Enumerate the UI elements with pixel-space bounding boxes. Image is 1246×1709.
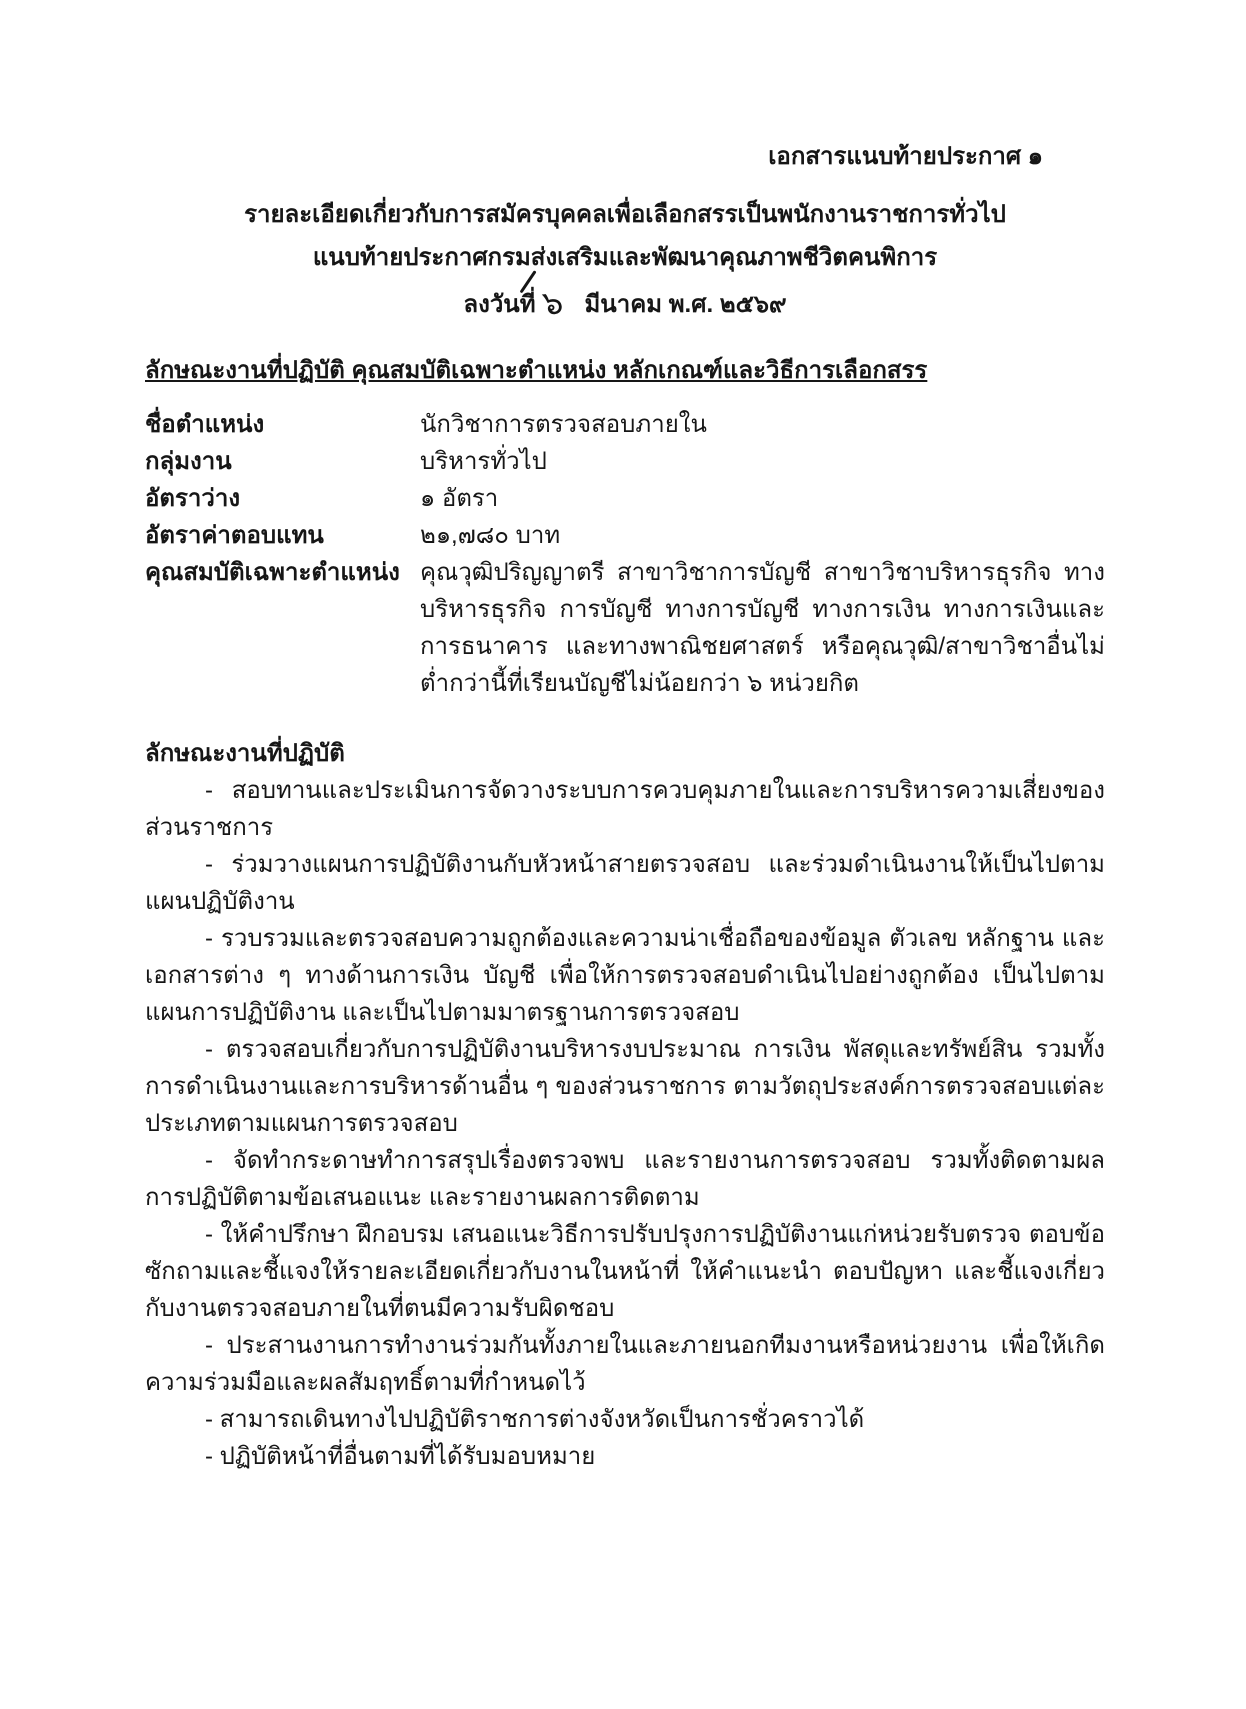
field-label-vacancy: อัตราว่าง bbox=[145, 485, 241, 512]
duty-item-4: - ตรวจสอบเกี่ยวกับการปฏิบัติงานบริหารงบประมาณ การเงิน พัสดุและทรัพย์สิน รวมทั้งการดำเนินงานและการบริหารด้านอื่น ๆ ของส่วนราชการ ตามวัตถุประสงค์การตรวจสอบแต่ละประเภทตามแผนการตรวจสอบ bbox=[145, 1036, 1105, 1137]
field-label-position-name: ชื่อตำแหน่ง bbox=[145, 411, 265, 438]
position-fields-table bbox=[145, 406, 1105, 702]
field-label-salary: อัตราค่าตอบแทน bbox=[145, 522, 324, 549]
date-line bbox=[145, 279, 1105, 326]
section-heading-duties: ลักษณะงานที่ปฏิบัติ bbox=[145, 740, 345, 767]
field-value-position-name: นักวิชาการตรวจสอบภายใน bbox=[420, 411, 707, 438]
duty-item-6: - ให้คำปรึกษา ฝึกอบรม เสนอแนะวิธีการปรับปรุงการปฏิบัติงานแก่หน่วยรับตรวจ ตอบข้อซักถามและชี้แจงให้รายละเอียดเกี่ยวกับงานในหน้าที่ ให้คำแนะนำ ตอบปัญหา และชี้แจงเกี่ยวกับงานตรวจสอบภายในที่ตนมีความรับผิดชอบ bbox=[145, 1221, 1105, 1322]
date-day-handwritten bbox=[540, 280, 564, 324]
field-value-vacancy: ๑ อัตรา bbox=[420, 485, 499, 512]
doc-ref: เอกสารแนบท้ายประกาศ ๑ bbox=[768, 143, 1043, 170]
duty-item-7: - ประสานงานการทำงานร่วมกันทั้งภายในและภายนอกทีมงานหรือหน่วยงาน เพื่อให้เกิดความร่วมมือและผลสัมฤทธิ์ตามที่กำหนดไว้ bbox=[145, 1332, 1105, 1396]
duty-item-3: - รวบรวมและตรวจสอบความถูกต้องและความน่าเชื่อถือของข้อมูล ตัวเลข หลักฐาน และเอกสารต่าง ๆ ทางด้านการเงิน บัญชี เพื่อให้การตรวจสอบดำเนินไปอย่างถูกต้อง เป็นไปตามแผนการปฏิบัติงาน และเป็นไปตามมาตรฐานการตรวจสอบ bbox=[145, 925, 1105, 1026]
date-rest: มีนาคม พ.ศ. ๒๕๖๙ bbox=[584, 291, 787, 318]
title-line-1: รายละเอียดเกี่ยวกับการสมัครบุคคลเพื่อเลือกสรรเป็นพนักงานราชการทั่วไป bbox=[244, 201, 1006, 228]
duty-item-9: - ปฏิบัติหน้าที่อื่นตามที่ได้รับมอบหมาย bbox=[205, 1443, 596, 1470]
title-line-2: แนบท้ายประกาศกรมส่งเสริมและพัฒนาคุณภาพชีวิตคนพิการ bbox=[312, 244, 938, 271]
field-value-salary: ๒๑,๗๘๐ บาท bbox=[420, 522, 561, 549]
date-day-value: ๖ bbox=[540, 283, 564, 322]
section-heading-qualifications: ลักษณะงานที่ปฏิบัติ คุณสมบัติเฉพาะตำแหน่ง หลักเกณฑ์และวิธีการเลือกสรร bbox=[145, 357, 928, 384]
date-prefix: ลงวันที่ bbox=[463, 291, 536, 318]
title-block bbox=[145, 193, 1105, 279]
field-label-qualification: คุณสมบัติเฉพาะตำแหน่ง bbox=[145, 559, 400, 586]
document-content bbox=[145, 138, 1105, 1475]
duty-item-2: - ร่วมวางแผนการปฏิบัติงานกับหัวหน้าสายตรวจสอบ และร่วมดำเนินงานให้เป็นไปตามแผนปฏิบัติงาน bbox=[145, 851, 1105, 915]
duty-item-1: - สอบทานและประเมินการจัดวางระบบการควบคุมภายในและการบริหารความเสี่ยงของส่วนราชการ bbox=[145, 777, 1105, 841]
field-value-qualification: คุณวุฒิปริญญาตรี สาขาวิชาการบัญชี สาขาวิชาบริหารธุรกิจ ทางบริหารธุรกิจ การบัญชี ทางการบัญชี ทางการเงิน ทางการเงินและการธนาคาร และทางพาณิชยศาสตร์ หรือคุณวุฒิ/สาขาวิชาอื่นไม่ต่ำกว่านี้ที่เรียนบัญชีไม่น้อยกว่า ๖ หน่วยกิต bbox=[420, 559, 1105, 697]
duty-item-8: - สามารถเดินทางไปปฏิบัติราชการต่างจังหวัดเป็นการชั่วคราวได้ bbox=[205, 1406, 865, 1433]
duties-list bbox=[145, 772, 1105, 1475]
field-label-work-group: กลุ่มงาน bbox=[145, 448, 232, 475]
duty-item-5: - จัดทำกระดาษทำการสรุปเรื่องตรวจพบ และรายงานการตรวจสอบ รวมทั้งติดตามผลการปฏิบัติตามข้อเสนอแนะ และรายงานผลการติดตาม bbox=[145, 1147, 1105, 1211]
field-value-work-group: บริหารทั่วไป bbox=[420, 448, 547, 475]
